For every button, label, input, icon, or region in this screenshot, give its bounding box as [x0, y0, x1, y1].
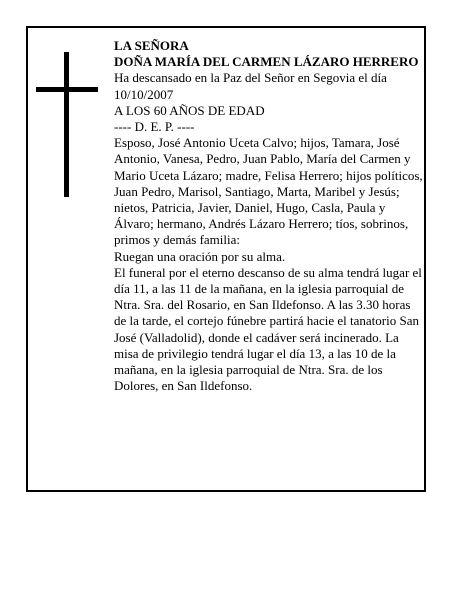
death-statement: Ha descansado en la Paz del Señor en Segovia el día 10/10/2007: [114, 70, 387, 102]
deceased-name: DOÑA MARÍA DEL CARMEN LÁZARO HERRERO: [114, 54, 419, 70]
age-line: A LOS 60 AÑOS DE EDAD: [114, 102, 265, 118]
cross-icon: [36, 52, 98, 197]
obituary-text: [114, 38, 424, 394]
cross-vertical-bar: [64, 52, 69, 197]
family-list: Esposo, José Antonio Uceta Calvo; hijos, Tamara, José Antonio, Vanesa, Pedro, Juan Pablo, María del Carmen y Mario Uceta Lázaro; madre, Felisa Herrero; hijos políticos, Juan Pedro, Marisol, Santiago, Marta, Maribel y Jesús; nietos, Patricia, Javier, Daniel, Hugo, Casla, Paula y Álvaro; hermano, Andrés Lázaro Herrero; tíos, sobrinos, primos y demás familia:: [114, 135, 423, 248]
notice-title-line-1: LA SEÑORA: [114, 38, 189, 53]
prayer-request: Ruegan una oración por su alma.: [114, 248, 286, 264]
funeral-details: El funeral por el eterno descanso de su alma tendrá lugar el día 11, a las 11 de la mañana, en la iglesia parroquial de Ntra. Sra. del Rosario, en San Ildefonso. A las 3.30 horas de la tarde, el cortejo fúnebre partirá hacie el tanatorio San José (Valladolid), donde el cadáver será incinerado. La misa de privilegio tendrá lugar el día 13, a las 10 de la mañana, en la iglesia parroquial de Ntra. Sra. de los Dolores, en San Ildefonso.: [114, 264, 422, 394]
rip-line: ---- D. E. P. ----: [114, 119, 195, 135]
cross-horizontal-bar: [36, 87, 98, 92]
